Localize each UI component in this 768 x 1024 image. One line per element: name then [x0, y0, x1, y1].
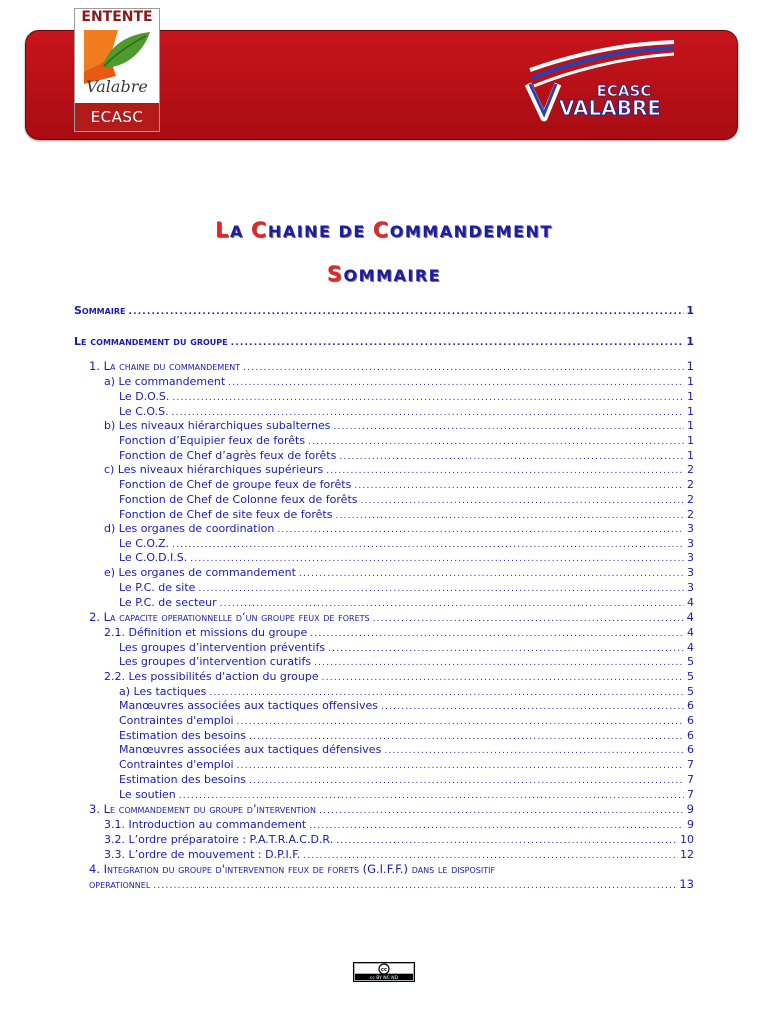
toc-leader-dots — [322, 674, 684, 683]
toc-entry[interactable] — [0, 477, 768, 491]
valabre-leaf-logo — [80, 28, 154, 98]
toc-entry[interactable] — [0, 757, 768, 771]
toc-leader-dots — [309, 822, 684, 831]
toc-leader-dots — [198, 585, 684, 594]
toc-leader-dots — [339, 453, 684, 462]
toc-entry-page: 2 — [687, 493, 694, 506]
toc-entry[interactable] — [0, 536, 768, 550]
toc-entry-page: 13 — [679, 877, 694, 891]
toc-entry-label: Le soutien — [119, 788, 176, 801]
toc-entry-page: 6 — [687, 714, 694, 727]
toc-leader-dots — [319, 807, 684, 816]
toc-entry[interactable] — [0, 359, 768, 373]
toc-entry[interactable] — [0, 625, 768, 639]
toc-leader-dots — [209, 689, 684, 698]
toc-entry-page: 1 — [687, 419, 694, 432]
toc-entry-label: Le C.O.Z. — [119, 537, 170, 550]
toc-leader-dots — [384, 747, 684, 756]
toc-entry-page: 4 — [686, 610, 694, 624]
toc-leader-dots — [190, 555, 684, 564]
entente-valabre-logo — [74, 8, 160, 132]
toc-entry-page: 7 — [687, 773, 694, 786]
document-subtitle: SOMMAIRE — [326, 262, 442, 286]
toc-leader-dots — [237, 718, 684, 727]
toc-leader-dots — [308, 438, 684, 447]
toc-leader-dots — [335, 512, 684, 521]
logo-ecasc-text: ECASC — [75, 103, 159, 131]
logo-entente-text: ENTENTE — [81, 9, 153, 25]
toc-entry-page: 4 — [687, 626, 694, 639]
toc-leader-dots — [179, 792, 684, 801]
toc-entry-label: 4. Integration du groupe d'intervention feux de forets (G.I.F.F.) dans le dispositif — [89, 862, 496, 876]
toc-entry-label: 3. Le commandement du groupe d’intervention — [89, 802, 316, 816]
toc-leader-dots — [328, 645, 684, 654]
toc-leader-dots — [299, 570, 684, 579]
toc-leader-dots — [153, 882, 677, 891]
toc-entry[interactable] — [0, 521, 768, 535]
toc-entry-label: Contraintes d'emploi — [119, 714, 234, 727]
toc-entry-label: Contraintes d'emploi — [119, 758, 234, 771]
toc-entry-label: Sommaire — [74, 304, 126, 317]
toc-entry[interactable] — [0, 448, 768, 462]
toc-entry-page: 3 — [687, 551, 694, 564]
toc-entry-page: 2 — [687, 463, 694, 476]
toc-entry-page: 7 — [687, 788, 694, 801]
toc-entry[interactable] — [0, 374, 768, 388]
toc-entry[interactable] — [0, 787, 768, 801]
cc-badge-text: cc BY NC ND — [369, 976, 399, 981]
toc-entry[interactable] — [0, 654, 768, 668]
toc-leader-dots — [336, 837, 678, 846]
toc-leader-dots — [237, 762, 684, 771]
toc-entry-page: 1 — [687, 449, 694, 462]
toc-entry-label: Fonction de Chef d’agrès feux de forêts — [119, 449, 337, 462]
toc-leader-dots — [361, 497, 685, 506]
toc-entry-page: 1 — [687, 375, 694, 388]
toc-entry[interactable] — [0, 595, 768, 609]
toc-entry-page: 1 — [687, 390, 694, 403]
toc-leader-dots — [277, 526, 684, 535]
toc-entry-page: 1 — [686, 335, 694, 348]
toc-entry-page: 4 — [687, 596, 694, 609]
toc-entry[interactable] — [0, 580, 768, 594]
creative-commons-badge — [353, 962, 415, 982]
toc-entry[interactable] — [0, 669, 768, 683]
toc-entry[interactable] — [0, 684, 768, 698]
toc-entry-label: 2.2. Les possibilités d'action du groupe — [104, 670, 319, 683]
toc-entry-page: 3 — [687, 537, 694, 550]
toc-leader-dots — [303, 852, 678, 861]
toc-leader-dots — [314, 659, 684, 668]
toc-entry[interactable] — [0, 772, 768, 786]
toc-entry[interactable] — [0, 334, 768, 348]
toc-entry[interactable] — [0, 877, 768, 891]
toc-entry[interactable] — [0, 640, 768, 654]
toc-entry[interactable] — [0, 862, 768, 876]
toc-entry[interactable] — [0, 565, 768, 579]
toc-entry-label: Les groupes d’intervention préventifs — [119, 641, 326, 654]
toc-entry-page: 6 — [687, 743, 694, 756]
toc-entry-page: 6 — [687, 699, 694, 712]
toc-entry-label: Fonction de Chef de groupe feux de forêts — [119, 478, 352, 491]
toc-entry-page: 5 — [687, 685, 694, 698]
toc-entry[interactable] — [0, 610, 768, 624]
toc-entry[interactable] — [0, 404, 768, 418]
toc-entry-page: 3 — [687, 566, 694, 579]
toc-entry-label: c) Les niveaux hiérarchiques supérieurs — [104, 463, 324, 476]
toc-entry[interactable] — [0, 713, 768, 727]
toc-entry-label: 3.3. L’ordre de mouvement : D.P.I.F. — [104, 848, 301, 861]
toc-entry-label: Le commandement du groupe — [74, 335, 228, 348]
toc-leader-dots — [172, 409, 684, 418]
toc-entry[interactable] — [0, 433, 768, 447]
toc-entry-label: 1. La chaine du commandement — [89, 359, 241, 373]
toc-leader-dots — [249, 777, 684, 786]
toc-entry-page: 2 — [687, 508, 694, 521]
toc-entry[interactable] — [0, 492, 768, 506]
toc-leader-dots — [310, 630, 684, 639]
toc-entry-label: operationnel — [89, 877, 151, 891]
toc-entry-label: Fonction d’Equipier feux de forêts — [119, 434, 306, 447]
toc-leader-dots — [172, 541, 684, 550]
toc-leader-dots — [231, 339, 684, 348]
toc-entry[interactable] — [0, 418, 768, 432]
toc-entry-label: Le P.C. de site — [119, 581, 196, 594]
toc-leader-dots — [373, 615, 684, 624]
toc-entry-page: 3 — [687, 522, 694, 535]
toc-leader-dots — [333, 423, 684, 432]
toc-entry-label: 2.1. Définition et missions du groupe — [104, 626, 308, 639]
toc-entry[interactable] — [0, 817, 768, 831]
toc-entry[interactable] — [0, 698, 768, 712]
ecasc-valabre-logo — [524, 38, 684, 128]
toc-entry-page: 5 — [687, 670, 694, 683]
toc-leader-dots — [172, 394, 684, 403]
toc-entry-page: 3 — [687, 581, 694, 594]
toc-entry[interactable] — [0, 303, 768, 317]
toc-entry[interactable] — [0, 550, 768, 564]
toc-entry-page: 9 — [687, 818, 694, 831]
toc-entry-label: Le C.O.D.I.S. — [119, 551, 188, 564]
toc-leader-dots — [243, 364, 684, 373]
logo-ecasc-small: ECASC — [596, 82, 652, 100]
toc-entry[interactable] — [0, 728, 768, 742]
toc-leader-dots — [228, 379, 684, 388]
toc-entry-page: 6 — [687, 729, 694, 742]
toc-entry-page: 1 — [687, 405, 694, 418]
toc-entry-label: Le P.C. de secteur — [119, 596, 217, 609]
toc-entry-label: Estimation des besoins — [119, 773, 247, 786]
toc-entry-page: 5 — [687, 655, 694, 668]
svg-text:cc: cc — [381, 967, 387, 973]
toc-entry[interactable] — [0, 847, 768, 861]
toc-entry-label: Manœuvres associées aux tactiques offensives — [119, 699, 378, 712]
toc-entry[interactable] — [0, 742, 768, 756]
toc-entry[interactable] — [0, 462, 768, 476]
toc-entry[interactable] — [0, 832, 768, 846]
toc-leader-dots — [249, 733, 684, 742]
toc-leader-dots — [128, 308, 684, 317]
toc-entry-label: Fonction de Chef de Colonne feux de forêts — [119, 493, 358, 506]
toc-entry-page: 2 — [687, 478, 694, 491]
toc-entry-label: 3.1. Introduction au commandement — [104, 818, 307, 831]
toc-entry-page: 12 — [680, 848, 694, 861]
toc-entry-page: 4 — [687, 641, 694, 654]
toc-entry[interactable] — [0, 389, 768, 403]
logo-valabre-text: Valabre — [86, 77, 148, 96]
toc-entry-label: e) Les organes de commandement — [104, 566, 296, 579]
toc-leader-dots — [381, 703, 684, 712]
toc-entry-page: 1 — [687, 434, 694, 447]
toc-leader-dots — [354, 482, 684, 491]
toc-entry-label: Le C.O.S. — [119, 405, 169, 418]
toc-entry-label: Manœuvres associées aux tactiques défensives — [119, 743, 382, 756]
toc-entry-label: a) Les tactiques — [119, 685, 207, 698]
toc-entry-page: 7 — [687, 758, 694, 771]
toc-entry-label: 2. La capacite operationnelle d’un groupe feux de forets — [89, 610, 370, 624]
document-title: LA CHAINE DE COMMANDEMENT — [215, 218, 553, 242]
toc-entry-label: Le D.O.S. — [119, 390, 170, 403]
logo-valabre-big: VALABRE — [558, 96, 662, 120]
toc-entry-page: 9 — [686, 802, 694, 816]
toc-entry-label: Estimation des besoins — [119, 729, 247, 742]
toc-leader-dots — [220, 600, 684, 609]
toc-entry[interactable] — [0, 507, 768, 521]
toc-entry-label: 3.2. L’ordre préparatoire : P.A.T.R.A.C.D.R. — [104, 833, 334, 846]
toc-leader-dots — [326, 467, 684, 476]
toc-entry-label: d) Les organes de coordination — [104, 522, 275, 535]
toc-entry-page: 10 — [680, 833, 694, 846]
toc-entry[interactable] — [0, 802, 768, 816]
toc-entry-page: 1 — [686, 304, 694, 317]
toc-entry-label: Fonction de Chef de site feux de forêts — [119, 508, 333, 521]
toc-entry-label: Les groupes d’intervention curatifs — [119, 655, 312, 668]
toc-entry-label: a) Le commandement — [104, 375, 226, 388]
toc-entry-label: b) Les niveaux hiérarchiques subalternes — [104, 419, 331, 432]
toc-entry-page: 1 — [686, 359, 694, 373]
